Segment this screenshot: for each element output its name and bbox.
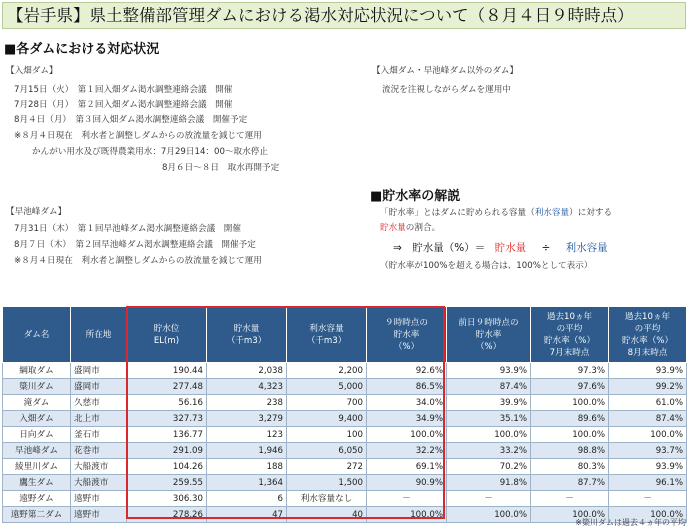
th-rate-prev: 前日９時時点の 貯水率 （%） [447, 307, 531, 363]
table-cell: 花巻市 [71, 443, 127, 459]
table-cell: 40 [287, 507, 367, 523]
footnote: ※簗川ダムは過去４ヵ年の平均 [575, 518, 686, 527]
table-cell: 100.0% [531, 507, 609, 523]
table-cell: － [531, 491, 609, 507]
table-cell: 100 [287, 427, 367, 443]
haya-line-2: 8月７日（木） 第２回早池峰ダム渇水調整連絡会議 開催予定 [14, 240, 256, 250]
table-cell: 早池峰ダム [3, 443, 71, 459]
iri-line-5: かんがい用水及び既得農業用水：7月29日14：00～取水停止 [32, 147, 268, 157]
iri-line-6: 8月６日～８日 取水再開予定 [162, 163, 280, 173]
table-cell: 34.9% [367, 411, 447, 427]
table-cell: 238 [207, 395, 287, 411]
table-cell: 34.0% [367, 395, 447, 411]
table-cell: 100.0% [531, 427, 609, 443]
rate-desc-2 [380, 222, 440, 234]
rate-desc-1-pre: 「貯水率」とはダムに貯められる容量（ [380, 208, 535, 218]
iri-line-2: 7月28日（月） 第２回入畑ダム渇水調整連絡会議 開催 [14, 100, 233, 110]
table-cell: 遠野市 [71, 507, 127, 523]
table-cell: 北上市 [71, 411, 127, 427]
th-avg-july: 過去10ヵ年 の平均 貯水率（%） 7月末時点 [531, 307, 609, 363]
table-cell: 277.48 [127, 379, 207, 395]
rate-formula [393, 240, 608, 255]
table-cell: 久慈市 [71, 395, 127, 411]
table-cell: 35.1% [447, 411, 531, 427]
th-rate-9am: ９時時点の 貯水率 （%） [367, 307, 447, 363]
dam-status-table [2, 306, 686, 523]
table-row [3, 459, 687, 475]
table-cell: 259.55 [127, 475, 207, 491]
table-cell: 100.0% [609, 427, 687, 443]
table-cell: 93.7% [609, 443, 687, 459]
table-cell: 2,200 [287, 363, 367, 379]
table-cell: 100.0% [609, 507, 687, 523]
table-cell: － [367, 491, 447, 507]
table-cell: 6 [207, 491, 287, 507]
table-row [3, 491, 687, 507]
table-row [3, 411, 687, 427]
th-dam-name: ダム名 [3, 307, 71, 363]
table-cell: 96.1% [609, 475, 687, 491]
table-cell: 入畑ダム [3, 411, 71, 427]
table-cell: 1,364 [207, 475, 287, 491]
table-cell: 3,279 [207, 411, 287, 427]
haya-line-1: 7月31日（木） 第１回早池峰ダム渇水調整連絡会議 開催 [14, 224, 241, 234]
table-cell: 80.3% [531, 459, 609, 475]
table-cell: 100.0% [447, 507, 531, 523]
th-capacity: 利水容量 （千m3） [287, 307, 367, 363]
th-storage: 貯水量 （千m3） [207, 307, 287, 363]
table-cell: 綾里川ダム [3, 459, 71, 475]
iri-line-4: ※８月４日現在 利水者と調整しダムからの放流量を減じて運用 [14, 131, 262, 141]
other-line: 流況を注視しながらダムを運用中 [382, 85, 511, 95]
iri-line-3: 8月４日（月） 第３回入畑ダム渇水調整連絡会議 開催予定 [14, 115, 248, 125]
table-cell: 5,000 [287, 379, 367, 395]
table-cell: 87.7% [531, 475, 609, 491]
th-avg-aug: 過去10ヵ年 の平均 貯水率（%） 8月末時点 [609, 307, 687, 363]
table-cell: 100.0% [367, 507, 447, 523]
table-cell: 93.9% [609, 363, 687, 379]
table-cell: 56.16 [127, 395, 207, 411]
other-label: 【入畑ダム・早池峰ダム以外のダム】 [372, 66, 519, 76]
table-cell: 190.44 [127, 363, 207, 379]
table-cell: 93.9% [447, 363, 531, 379]
table-cell: － [609, 491, 687, 507]
page-title: 【岩手県】県土整備部管理ダムにおける渇水対応状況について（８月４日９時時点） [2, 2, 686, 29]
table-cell: 91.8% [447, 475, 531, 491]
table-cell: 100.0% [367, 427, 447, 443]
th-location: 所在地 [71, 307, 127, 363]
table-cell: 70.2% [447, 459, 531, 475]
table-cell: 9,400 [287, 411, 367, 427]
table-cell: 39.9% [447, 395, 531, 411]
table-cell: 滝ダム [3, 395, 71, 411]
rate-desc-2-red: 貯水量 [380, 223, 406, 233]
formula-blue: 利水容量 [565, 242, 608, 254]
table-cell: 93.9% [609, 459, 687, 475]
table-cell: 86.5% [367, 379, 447, 395]
table-cell: 1,946 [207, 443, 287, 459]
formula-div: ÷ [541, 242, 551, 254]
table-cell: 遠野市 [71, 491, 127, 507]
table-cell: 盛岡市 [71, 379, 127, 395]
table-cell: 6,050 [287, 443, 367, 459]
section-heading-dam-status: ■各ダムにおける対応状況 [4, 42, 160, 57]
table-cell: 61.0% [609, 395, 687, 411]
table-row [3, 395, 687, 411]
table-row [3, 427, 687, 443]
table-header-row [3, 307, 687, 363]
table-cell: 278.26 [127, 507, 207, 523]
table-cell: 釜石市 [71, 427, 127, 443]
table-cell: 遠野ダム [3, 491, 71, 507]
table-cell: 104.26 [127, 459, 207, 475]
rate-desc-1 [380, 207, 612, 219]
table-cell: 100.0% [531, 395, 609, 411]
rate-desc-1-blue: 利水容量 [534, 208, 570, 218]
th-water-level: 貯水位 EL(m) [127, 307, 207, 363]
table-cell: 綱取ダム [3, 363, 71, 379]
formula-lhs: ⇒ 貯水量（%）＝ [393, 242, 486, 254]
table-cell: 89.6% [531, 411, 609, 427]
table-cell: 327.73 [127, 411, 207, 427]
table-cell: － [447, 491, 531, 507]
table-cell: 272 [287, 459, 367, 475]
table-cell: 97.6% [531, 379, 609, 395]
table-row [3, 379, 687, 395]
table-row [3, 475, 687, 491]
table-cell: 日向ダム [3, 427, 71, 443]
haya-line-3: ※８月４日現在 利水者と調整しダムからの放流量を減じて運用 [14, 256, 262, 266]
section-heading-rate-explanation: ■貯水率の解説 [370, 189, 461, 204]
table-cell: 136.77 [127, 427, 207, 443]
table-cell: 盛岡市 [71, 363, 127, 379]
table-cell: 簗川ダム [3, 379, 71, 395]
table-cell: 87.4% [609, 411, 687, 427]
table-cell: 100.0% [447, 427, 531, 443]
table-cell: 大船渡市 [71, 459, 127, 475]
iri-label: 【入畑ダム】 [6, 66, 58, 76]
table-cell: 利水容量なし [287, 491, 367, 507]
table-cell: 92.6% [367, 363, 447, 379]
table-cell: 123 [207, 427, 287, 443]
table-cell: 2,038 [207, 363, 287, 379]
table-cell: 700 [287, 395, 367, 411]
table-cell: 大船渡市 [71, 475, 127, 491]
table-cell: 306.30 [127, 491, 207, 507]
table-cell: 99.2% [609, 379, 687, 395]
haya-label: 【早池峰ダム】 [6, 207, 67, 217]
rate-note: （貯水率が100%を超える場合は、100%として表示） [380, 261, 593, 271]
table-row [3, 363, 687, 379]
table-cell: 87.4% [447, 379, 531, 395]
table-cell: 33.2% [447, 443, 531, 459]
iri-line-1: 7月15日（火） 第１回入畑ダム渇水調整連絡会議 開催 [14, 85, 233, 95]
table-cell: 98.8% [531, 443, 609, 459]
table-cell: 1,500 [287, 475, 367, 491]
rate-desc-2-post: の割合。 [405, 223, 441, 233]
table-cell: 97.3% [531, 363, 609, 379]
rate-desc-1-post: ）に対する [569, 208, 613, 218]
table-cell: 291.09 [127, 443, 207, 459]
table-cell: 遠野第二ダム [3, 507, 71, 523]
table-cell: 鷹生ダム [3, 475, 71, 491]
table-cell: 188 [207, 459, 287, 475]
table-row [3, 443, 687, 459]
table-cell: 47 [207, 507, 287, 523]
table-cell: 90.9% [367, 475, 447, 491]
table-cell: 32.2% [367, 443, 447, 459]
table-cell: 69.1% [367, 459, 447, 475]
table-cell: 4,323 [207, 379, 287, 395]
formula-red: 貯水量 [494, 242, 527, 254]
